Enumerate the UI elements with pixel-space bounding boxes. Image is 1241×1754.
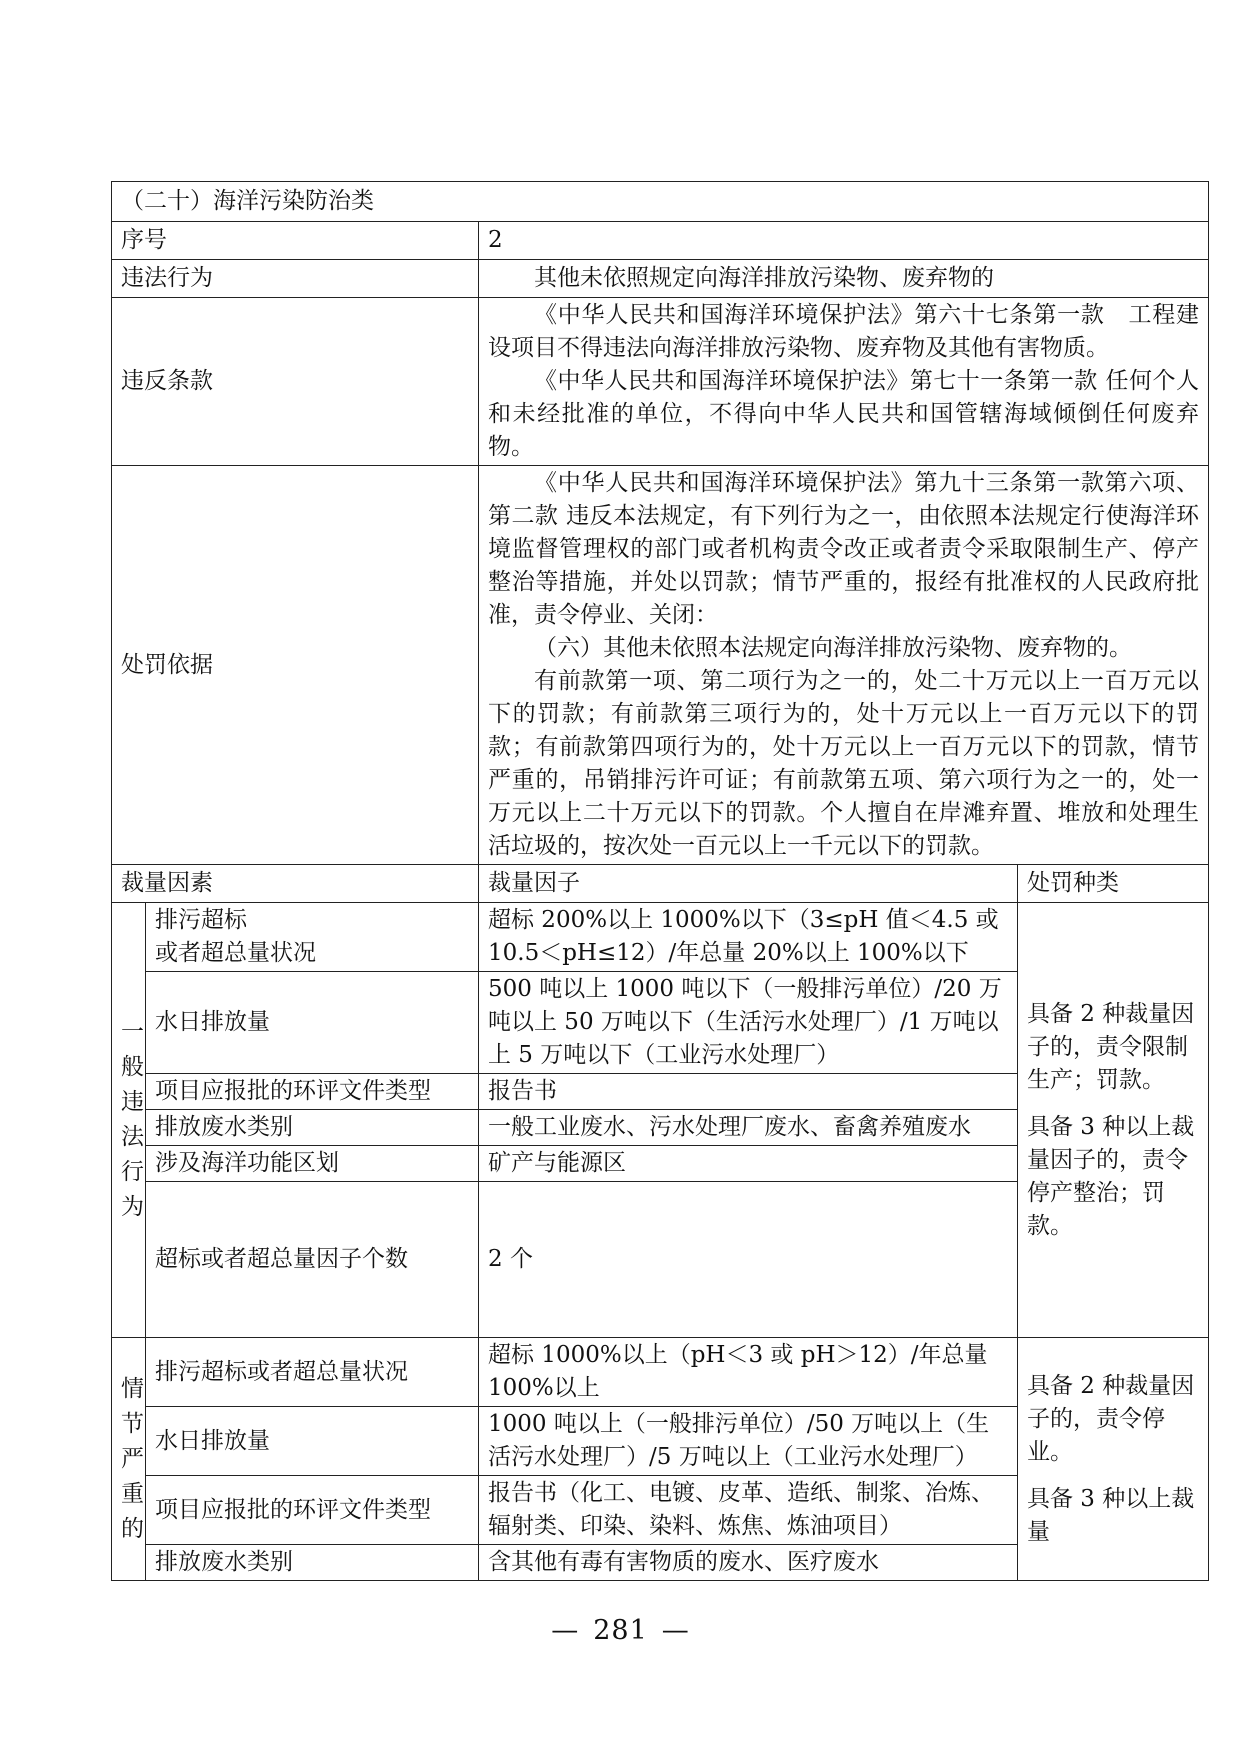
factor-detail-cell: 报告书（化工、电镀、皮革、造纸、制浆、冶炼、辐射类、印染、染料、炼焦、炼油项目）	[479, 1476, 1018, 1545]
general-group-label: 一 般 违 法 行 为	[112, 903, 146, 1338]
factor-detail-cell: 超标 1000%以上（pH＜3 或 pH＞12）/年总量 100%以上	[479, 1338, 1018, 1407]
penalty-basis-label: 处罚依据	[112, 466, 479, 865]
penalty-text: 具备 2 种裁量因子的，责令限制生产；罚款。	[1027, 1000, 1195, 1093]
section-title: （二十）海洋污染防治类	[112, 182, 1209, 222]
serial-value: 2	[479, 222, 1209, 260]
penalty-text: 具备 3 种以上裁量	[1027, 1485, 1195, 1545]
penalty-text: 具备 2 种裁量因子的，责令停业。	[1027, 1372, 1195, 1465]
factor-cell: 超标或者超总量因子个数	[146, 1182, 479, 1338]
general-penalty-kind	[1018, 903, 1209, 1338]
factor-cell: 水日排放量	[146, 972, 479, 1074]
header-penalty-kind: 处罚种类	[1018, 865, 1209, 903]
factor-cell: 涉及海洋功能区划	[146, 1146, 479, 1182]
header-factor: 裁量因素	[112, 865, 479, 903]
factor-cell: 项目应报批的环评文件类型	[146, 1476, 479, 1545]
penalty-basis-content	[479, 466, 1209, 865]
factor-cell: 排放废水类别	[146, 1545, 479, 1581]
factor-cell: 排污超标 或者超总量状况	[146, 903, 479, 972]
basis-paragraph: 有前款第一项、第二项行为之一的，处二十万元以上一百万元以下的罚款；有前款第三项行为的，处十万元以上一百万元以下的罚款；有前款第四项行为的，处十万元以上一百万元以下的罚款，情节严重的，吊销排污许可证；有前款第五项、第六项行为之一的，处一万元以上二十万元以下的罚款。个人擅自在岸滩弃置、堆放和处理生活垃圾的，按次处一百元以上一千元以下的罚款。	[488, 668, 1199, 859]
factor-detail-cell: 1000 吨以上（一般排污单位）/50 万吨以上（生活污水处理厂）/5 万吨以上（工业污水处理厂）	[479, 1407, 1018, 1476]
serious-penalty-kind	[1018, 1338, 1209, 1581]
basis-paragraph: （六）其他未依照本法规定向海洋排放污染物、废弃物的。	[534, 635, 1132, 661]
serial-label: 序号	[112, 222, 479, 260]
clause-content	[479, 298, 1209, 466]
page-dash-right: —	[661, 1615, 690, 1646]
header-factor-detail: 裁量因子	[479, 865, 1018, 903]
clause-label: 违反条款	[112, 298, 479, 466]
factor-detail-cell: 500 吨以上 1000 吨以下（一般排污单位）/20 万吨以上 50 万吨以下（生活污水处理厂）/1 万吨以上 5 万吨以下（工业污水处理厂）	[479, 972, 1018, 1074]
violation-label: 违法行为	[112, 260, 479, 298]
factor-detail-cell: 2 个	[479, 1182, 1018, 1338]
factor-detail-cell: 报告书	[479, 1074, 1018, 1110]
serious-group-label: 情 节 严 重 的	[112, 1338, 146, 1581]
factor-cell: 排污超标或者超总量状况	[146, 1338, 479, 1407]
page-dash-left: —	[551, 1615, 580, 1646]
factor-detail-cell: 一般工业废水、污水处理厂废水、畜禽养殖废水	[479, 1110, 1018, 1146]
clause-paragraph: 《中华人民共和国海洋环境保护法》第七十一条第一款 任何个人和未经批准的单位，不得向中华人民共和国管辖海域倾倒任何废弃物。	[488, 368, 1199, 460]
page-number	[0, 1615, 1241, 1646]
penalty-table	[111, 181, 1209, 1581]
factor-detail-cell: 超标 200%以上 1000%以下（3≤pH 值＜4.5 或 10.5＜pH≤12）/年总量 20%以上 100%以下	[479, 903, 1018, 972]
penalty-text: 具备 3 种以上裁量因子的，责令停产整治；罚款。	[1027, 1113, 1195, 1239]
factor-detail-cell: 矿产与能源区	[479, 1146, 1018, 1182]
factor-cell: 排放废水类别	[146, 1110, 479, 1146]
violation-value: 其他未依照规定向海洋排放污染物、废弃物的	[534, 265, 994, 291]
factor-cell: 项目应报批的环评文件类型	[146, 1074, 479, 1110]
factor-detail-cell: 含其他有毒有害物质的废水、医疗废水	[479, 1545, 1018, 1581]
basis-paragraph: 《中华人民共和国海洋环境保护法》第九十三条第一款第六项、第二款 违反本法规定，有下列行为之一，由依照本法规定行使海洋环境监督管理权的部门或者机构责令改正或者责令采取限制生产、停产整治等措施，并处以罚款；情节严重的，报经有批准权的人民政府批准，责令停业、关闭：	[488, 470, 1199, 628]
factor-cell: 水日排放量	[146, 1407, 479, 1476]
page-number-value: 281	[593, 1615, 648, 1646]
clause-paragraph: 《中华人民共和国海洋环境保护法》第六十七条第一款 工程建设项目不得违法向海洋排放污染物、废弃物及其他有害物质。	[488, 302, 1199, 361]
